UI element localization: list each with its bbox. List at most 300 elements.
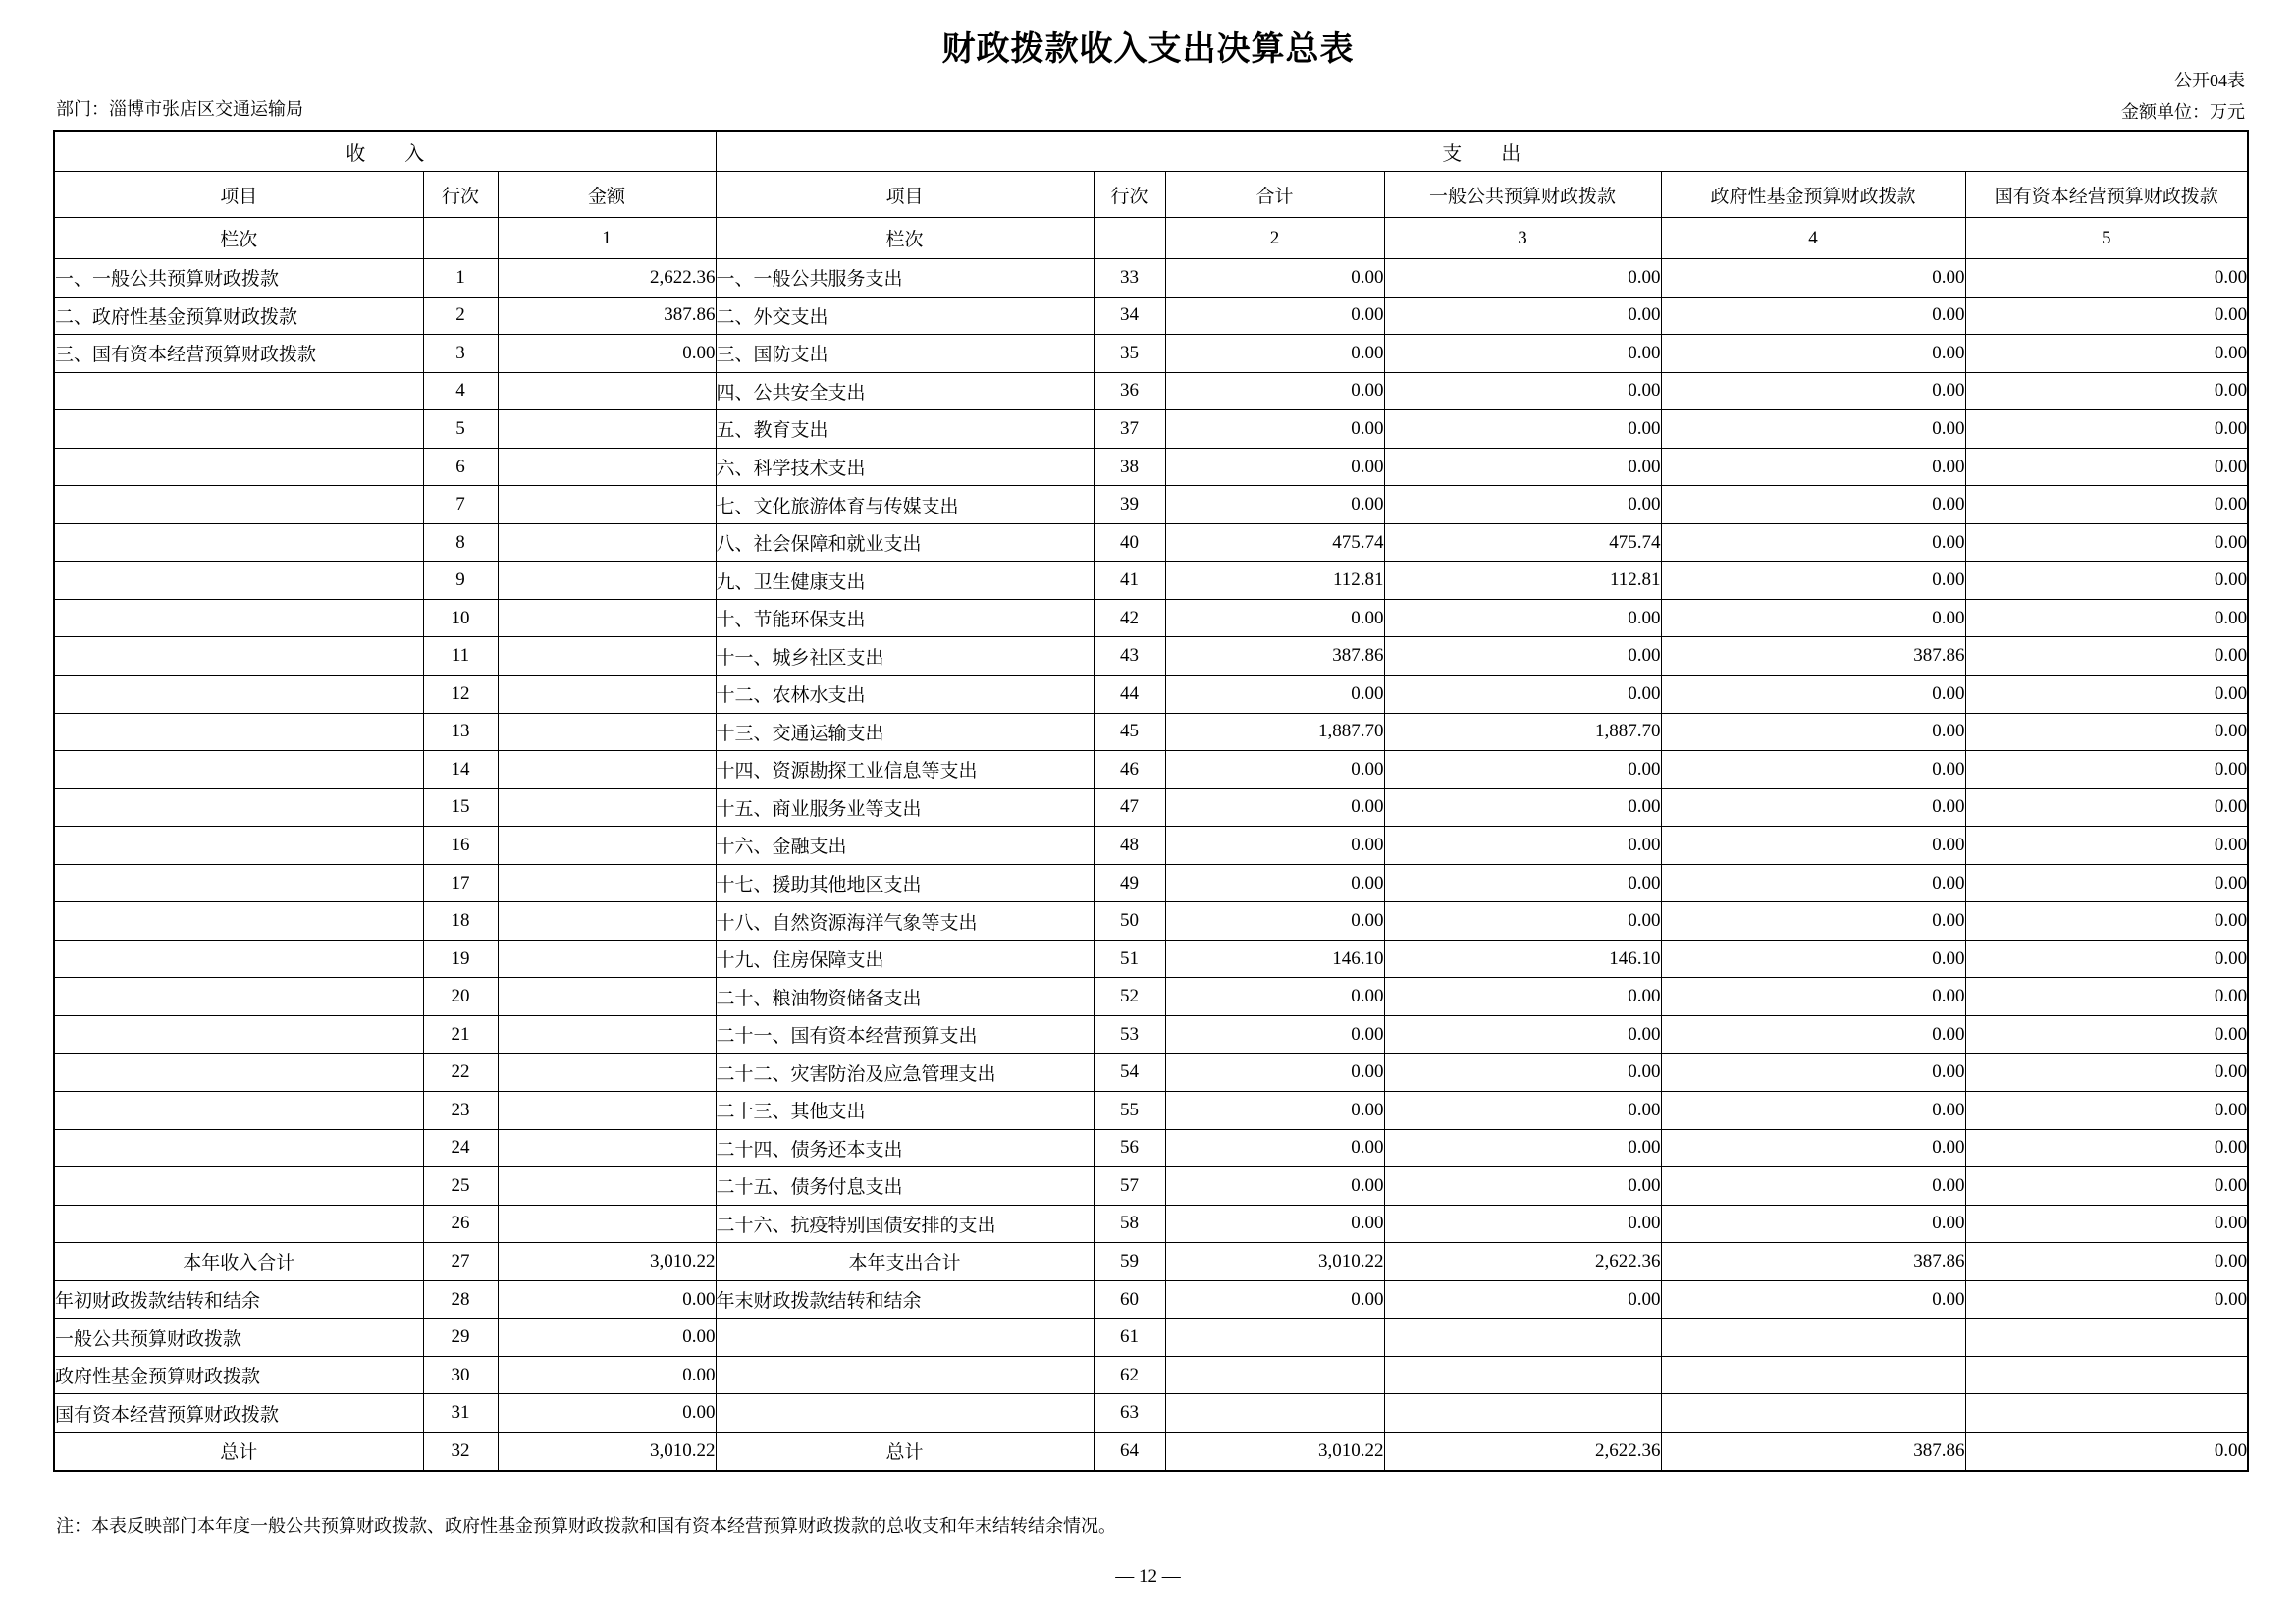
exp-rowno-cell: 53 — [1094, 1015, 1165, 1054]
exp-colnum-4-cell: 4 — [1661, 218, 1965, 259]
rev-item-cell — [54, 827, 423, 865]
exp-col3-cell — [1384, 1394, 1661, 1433]
rev-item-cell: 总计 — [54, 1432, 423, 1470]
exp-total-cell: 3,010.22 — [1165, 1243, 1384, 1281]
exp-col3-cell: 112.81 — [1384, 562, 1661, 600]
exp-total-cell: 0.00 — [1165, 1015, 1384, 1054]
rev-item-cell — [54, 1129, 423, 1167]
rev-rowno-cell: 13 — [423, 713, 498, 751]
rev-item-cell: 一般公共预算财政拨款 — [54, 1319, 423, 1357]
rev-item-cell — [54, 372, 423, 410]
rev-item-cell — [54, 751, 423, 789]
rev-amount-cell — [498, 713, 716, 751]
exp-col5-cell: 0.00 — [1965, 940, 2248, 978]
exp-col4-cell: 0.00 — [1661, 1205, 1965, 1243]
table-row — [54, 827, 2248, 865]
exp-col3-cell — [1384, 1319, 1661, 1357]
rev-amount-cell — [498, 410, 716, 449]
rev-rowno-cell: 32 — [423, 1432, 498, 1470]
exp-total-cell: 112.81 — [1165, 562, 1384, 600]
table-row — [54, 1129, 2248, 1167]
rev-item-cell: 年初财政拨款结转和结余 — [54, 1280, 423, 1319]
rev-item-cell — [54, 978, 423, 1016]
exp-col5-cell: 0.00 — [1965, 1092, 2248, 1130]
expenditure-section-header: 支 出 — [716, 131, 2248, 172]
exp-col5-cell: 0.00 — [1965, 448, 2248, 486]
exp-item-cell: 九、卫生健康支出 — [716, 562, 1094, 600]
exp-item-cell: 三、国防支出 — [716, 335, 1094, 373]
exp-col5-cell: 0.00 — [1965, 1129, 2248, 1167]
rev-amount-cell — [498, 637, 716, 676]
revenue-section-header: 收 入 — [54, 131, 716, 172]
exp-lanci-cell: 栏次 — [716, 218, 1094, 259]
rev-item-cell — [54, 486, 423, 524]
rev-amount-cell: 0.00 — [498, 335, 716, 373]
exp-rowno-cell: 37 — [1094, 410, 1165, 449]
exp-item-cell: 二十一、国有资本经营预算支出 — [716, 1015, 1094, 1054]
table-row — [54, 1092, 2248, 1130]
table-row — [54, 523, 2248, 562]
exp-col3-cell: 146.10 — [1384, 940, 1661, 978]
exp-colnum-3-cell: 3 — [1384, 218, 1661, 259]
exp-total-cell: 0.00 — [1165, 751, 1384, 789]
rev-item-cell — [54, 448, 423, 486]
exp-col5-cell: 0.00 — [1965, 1432, 2248, 1470]
exp-item-cell: 十九、住房保障支出 — [716, 940, 1094, 978]
exp-col5-cell — [1965, 1356, 2248, 1394]
table-row — [54, 259, 2248, 298]
exp-rowno-cell: 46 — [1094, 751, 1165, 789]
rev-amount-cell — [498, 827, 716, 865]
column-header-row — [54, 172, 2248, 218]
rev-rowno-cell: 7 — [423, 486, 498, 524]
exp-col4-cell — [1661, 1394, 1965, 1433]
table-row — [54, 637, 2248, 676]
exp-col5-cell: 0.00 — [1965, 978, 2248, 1016]
exp-item-cell: 十八、自然资源海洋气象等支出 — [716, 902, 1094, 941]
exp-item-cell: 二十二、灾害防治及应急管理支出 — [716, 1054, 1094, 1092]
rev-amount-cell — [498, 523, 716, 562]
exp-col5-cell: 0.00 — [1965, 637, 2248, 676]
exp-total-cell: 1,887.70 — [1165, 713, 1384, 751]
exp-col5-cell: 0.00 — [1965, 1054, 2248, 1092]
table-row — [54, 410, 2248, 449]
rev-item-cell — [54, 788, 423, 827]
rev-amount-cell: 0.00 — [498, 1356, 716, 1394]
exp-item-cell: 二十四、债务还本支出 — [716, 1129, 1094, 1167]
exp-item-cell: 十一、城乡社区支出 — [716, 637, 1094, 676]
exp-item-cell: 十三、交通运输支出 — [716, 713, 1094, 751]
exp-col5-cell: 0.00 — [1965, 523, 2248, 562]
exp-item-cell: 二十三、其他支出 — [716, 1092, 1094, 1130]
exp-col5-cell: 0.00 — [1965, 713, 2248, 751]
rev-rowno-cell: 24 — [423, 1129, 498, 1167]
rev-amount-cell — [498, 448, 716, 486]
rev-rowno-cell: 29 — [423, 1319, 498, 1357]
exp-col5-cell: 0.00 — [1965, 751, 2248, 789]
exp-total-cell — [1165, 1394, 1384, 1433]
table-row — [54, 1319, 2248, 1357]
table-row — [54, 902, 2248, 941]
exp-rowno-cell: 50 — [1094, 902, 1165, 941]
exp-col3-cell: 2,622.36 — [1384, 1432, 1661, 1470]
rev-item-cell — [54, 713, 423, 751]
exp-col3-cell: 0.00 — [1384, 788, 1661, 827]
exp-rowno-cell: 61 — [1094, 1319, 1165, 1357]
table-row — [54, 1356, 2248, 1394]
rev-amount-cell: 387.86 — [498, 297, 716, 335]
exp-rowno-cell: 43 — [1094, 637, 1165, 676]
exp-item-cell: 十四、资源勘探工业信息等支出 — [716, 751, 1094, 789]
exp-col4-cell: 0.00 — [1661, 523, 1965, 562]
exp-item-cell: 八、社会保障和就业支出 — [716, 523, 1094, 562]
rev-amount-cell — [498, 676, 716, 714]
exp-item-cell: 十、节能环保支出 — [716, 599, 1094, 637]
rev-amount-cell — [498, 1167, 716, 1206]
rev-amount-cell — [498, 1092, 716, 1130]
exp-item-cell: 十六、金融支出 — [716, 827, 1094, 865]
exp-col4-cell: 0.00 — [1661, 335, 1965, 373]
table-row — [54, 1394, 2248, 1433]
exp-total-cell: 0.00 — [1165, 410, 1384, 449]
exp-col3-cell: 475.74 — [1384, 523, 1661, 562]
exp-rowno-cell: 62 — [1094, 1356, 1165, 1394]
rev-amount-cell: 3,010.22 — [498, 1243, 716, 1281]
fiscal-table — [53, 130, 2249, 1472]
exp-col3-cell: 0.00 — [1384, 978, 1661, 1016]
exp-col4-cell — [1661, 1319, 1965, 1357]
exp-total-cell: 146.10 — [1165, 940, 1384, 978]
exp-col5-cell — [1965, 1394, 2248, 1433]
exp-rowno-cell: 58 — [1094, 1205, 1165, 1243]
exp-col3-cell: 0.00 — [1384, 1015, 1661, 1054]
exp-col3-cell: 0.00 — [1384, 1167, 1661, 1206]
exp-total-cell: 0.00 — [1165, 1280, 1384, 1319]
rev-rowno-cell: 25 — [423, 1167, 498, 1206]
exp-item-cell: 二十五、债务付息支出 — [716, 1167, 1094, 1206]
exp-col5-cell: 0.00 — [1965, 562, 2248, 600]
exp-total-cell: 0.00 — [1165, 372, 1384, 410]
exp-rowno-cell: 63 — [1094, 1394, 1165, 1433]
exp-col4-cell: 0.00 — [1661, 788, 1965, 827]
exp-col4-cell: 0.00 — [1661, 827, 1965, 865]
rev-rowno-cell: 11 — [423, 637, 498, 676]
exp-col4-cell: 0.00 — [1661, 978, 1965, 1016]
exp-total-cell: 0.00 — [1165, 259, 1384, 298]
exp-item-cell — [716, 1319, 1094, 1357]
table-row — [54, 599, 2248, 637]
rev-item-cell — [54, 523, 423, 562]
page-number: — 12 — — [1115, 1566, 1181, 1587]
exp-rowno-cell: 49 — [1094, 864, 1165, 902]
rev-lanci-cell: 栏次 — [54, 218, 423, 259]
rev-amount-cell — [498, 978, 716, 1016]
exp-col4-cell: 0.00 — [1661, 599, 1965, 637]
rev-amount-cell — [498, 562, 716, 600]
table-row — [54, 788, 2248, 827]
exp-col4-cell: 0.00 — [1661, 751, 1965, 789]
rev-rowno-cell: 6 — [423, 448, 498, 486]
exp-total-cell — [1165, 1319, 1384, 1357]
exp-rowno-cell: 44 — [1094, 676, 1165, 714]
form-tag: 公开04表 — [2174, 71, 2245, 90]
rev-item-cell: 本年收入合计 — [54, 1243, 423, 1281]
exp-col3-cell: 0.00 — [1384, 486, 1661, 524]
exp-colnum-2-cell: 2 — [1165, 218, 1384, 259]
exp-rowno-cell: 52 — [1094, 978, 1165, 1016]
exp-item-cell: 十七、援助其他地区支出 — [716, 864, 1094, 902]
exp-total-cell: 0.00 — [1165, 827, 1384, 865]
table-row — [54, 1280, 2248, 1319]
exp-col4-cell: 0.00 — [1661, 486, 1965, 524]
exp-col5-cell: 0.00 — [1965, 788, 2248, 827]
exp-col4-cell: 0.00 — [1661, 372, 1965, 410]
rev-rowno-cell: 4 — [423, 372, 498, 410]
table-row — [54, 448, 2248, 486]
exp-item-cell: 七、文化旅游体育与传媒支出 — [716, 486, 1094, 524]
table-row — [54, 1432, 2248, 1470]
exp-total-cell: 0.00 — [1165, 599, 1384, 637]
exp-item-cell: 二、外交支出 — [716, 297, 1094, 335]
exp-col5-cell: 0.00 — [1965, 1280, 2248, 1319]
exp-item-cell: 十五、商业服务业等支出 — [716, 788, 1094, 827]
table-row — [54, 713, 2248, 751]
exp-col3-cell: 1,887.70 — [1384, 713, 1661, 751]
exp-col5-cell: 0.00 — [1965, 676, 2248, 714]
rev-item-cell: 二、政府性基金预算财政拨款 — [54, 297, 423, 335]
exp-total-cell: 0.00 — [1165, 902, 1384, 941]
exp-col4-cell: 0.00 — [1661, 448, 1965, 486]
exp-col4-cell: 0.00 — [1661, 562, 1965, 600]
exp-rowno-cell: 59 — [1094, 1243, 1165, 1281]
exp-col4-cell — [1661, 1356, 1965, 1394]
exp-total-cell: 0.00 — [1165, 1054, 1384, 1092]
table-row — [54, 562, 2248, 600]
exp-item-cell: 四、公共安全支出 — [716, 372, 1094, 410]
table-row — [54, 372, 2248, 410]
rev-rowno-cell: 28 — [423, 1280, 498, 1319]
exp-col3-cell: 0.00 — [1384, 902, 1661, 941]
exp-col3-cell: 0.00 — [1384, 1205, 1661, 1243]
table-row — [54, 297, 2248, 335]
rev-item-cell: 一、一般公共预算财政拨款 — [54, 259, 423, 298]
exp-col4-cell: 387.86 — [1661, 1432, 1965, 1470]
exp-total-cell: 0.00 — [1165, 788, 1384, 827]
rev-amount-cell — [498, 788, 716, 827]
exp-item-cell: 二十六、抗疫特别国债安排的支出 — [716, 1205, 1094, 1243]
table-row — [54, 751, 2248, 789]
exp-rowno-cell: 36 — [1094, 372, 1165, 410]
exp-total-cell: 3,010.22 — [1165, 1432, 1384, 1470]
exp-item-cell: 五、教育支出 — [716, 410, 1094, 449]
exp-total-cell: 0.00 — [1165, 297, 1384, 335]
exp-col3-cell: 0.00 — [1384, 676, 1661, 714]
amount-unit-label: 金额单位：万元 — [2121, 102, 2245, 122]
footnote: 注：本表反映部门本年度一般公共预算财政拨款、政府性基金预算财政拨款和国有资本经营预算财政拨款的总收支和年末结转结余情况。 — [56, 1516, 1116, 1536]
exp-rowno-cell: 64 — [1094, 1432, 1165, 1470]
rev-item-cell: 政府性基金预算财政拨款 — [54, 1356, 423, 1394]
rev-rowno-cell: 10 — [423, 599, 498, 637]
exp-item-cell: 二十、粮油物资储备支出 — [716, 978, 1094, 1016]
exp-col3-cell — [1384, 1356, 1661, 1394]
exp-total-cell: 0.00 — [1165, 1129, 1384, 1167]
exp-col3-cell: 0.00 — [1384, 827, 1661, 865]
exp-rowno-cell: 55 — [1094, 1092, 1165, 1130]
exp-col4-cell: 387.86 — [1661, 1243, 1965, 1281]
exp-col3-cell: 0.00 — [1384, 1129, 1661, 1167]
rev-amount-cell: 2,622.36 — [498, 259, 716, 298]
rev-item-cell — [54, 1205, 423, 1243]
exp-total-cell: 0.00 — [1165, 448, 1384, 486]
exp-col5-header: 国有资本经营预算财政拨款 — [1965, 172, 2248, 218]
exp-col5-cell: 0.00 — [1965, 486, 2248, 524]
exp-col4-cell: 0.00 — [1661, 1054, 1965, 1092]
rev-rowno-cell: 30 — [423, 1356, 498, 1394]
rev-amount-cell — [498, 940, 716, 978]
exp-item-cell: 年末财政拨款结转和结余 — [716, 1280, 1094, 1319]
exp-col3-cell: 0.00 — [1384, 372, 1661, 410]
exp-col4-cell: 0.00 — [1661, 297, 1965, 335]
exp-item-cell: 本年支出合计 — [716, 1243, 1094, 1281]
rev-item-cell — [54, 637, 423, 676]
rev-colnum-1-cell: 1 — [498, 218, 716, 259]
exp-col5-cell: 0.00 — [1965, 1243, 2248, 1281]
table-row — [54, 486, 2248, 524]
exp-col4-cell: 0.00 — [1661, 940, 1965, 978]
exp-rowno-cell: 56 — [1094, 1129, 1165, 1167]
exp-col5-cell: 0.00 — [1965, 827, 2248, 865]
rev-amount-cell: 0.00 — [498, 1319, 716, 1357]
exp-item-cell — [716, 1356, 1094, 1394]
rev-item-cell — [54, 1092, 423, 1130]
rev-item-cell — [54, 599, 423, 637]
exp-col4-cell: 0.00 — [1661, 713, 1965, 751]
exp-item-header: 项目 — [716, 172, 1094, 218]
rev-item-cell: 国有资本经营预算财政拨款 — [54, 1394, 423, 1433]
rev-rowno-cell: 23 — [423, 1092, 498, 1130]
rev-rowno-cell: 8 — [423, 523, 498, 562]
exp-col4-cell: 0.00 — [1661, 1092, 1965, 1130]
exp-col3-cell: 0.00 — [1384, 1054, 1661, 1092]
exp-col3-cell: 0.00 — [1384, 751, 1661, 789]
exp-item-cell: 一、一般公共服务支出 — [716, 259, 1094, 298]
table-body — [54, 259, 2248, 1471]
rev-item-cell — [54, 676, 423, 714]
exp-col3-header: 一般公共预算财政拨款 — [1384, 172, 1661, 218]
rev-item-cell — [54, 1054, 423, 1092]
rev-rowno-cell: 1 — [423, 259, 498, 298]
exp-col3-cell: 0.00 — [1384, 410, 1661, 449]
table-row — [54, 1167, 2248, 1206]
exp-rowno-cell: 42 — [1094, 599, 1165, 637]
exp-total-cell: 0.00 — [1165, 1205, 1384, 1243]
rev-rowno-cell: 18 — [423, 902, 498, 941]
exp-col3-cell: 0.00 — [1384, 259, 1661, 298]
exp-rowno-cell: 38 — [1094, 448, 1165, 486]
exp-col3-cell: 0.00 — [1384, 1280, 1661, 1319]
rev-rowno-cell: 17 — [423, 864, 498, 902]
exp-rowno-cell: 51 — [1094, 940, 1165, 978]
exp-rowno-cell: 48 — [1094, 827, 1165, 865]
table-row — [54, 1205, 2248, 1243]
rev-item-cell — [54, 864, 423, 902]
rev-item-cell — [54, 902, 423, 941]
exp-rowno-cell: 35 — [1094, 335, 1165, 373]
department-label: 部门：淄博市张店区交通运输局 — [56, 99, 303, 119]
exp-col3-cell: 2,622.36 — [1384, 1243, 1661, 1281]
table-row — [54, 1243, 2248, 1281]
rev-rowno-cell: 21 — [423, 1015, 498, 1054]
exp-total-cell: 0.00 — [1165, 864, 1384, 902]
exp-col3-cell: 0.00 — [1384, 864, 1661, 902]
exp-col3-cell: 0.00 — [1384, 599, 1661, 637]
rev-rowno-cell: 22 — [423, 1054, 498, 1092]
exp-rowno-cell: 60 — [1094, 1280, 1165, 1319]
exp-rowno-cell: 33 — [1094, 259, 1165, 298]
rev-rowno-header: 行次 — [423, 172, 498, 218]
exp-col5-cell: 0.00 — [1965, 410, 2248, 449]
exp-col5-cell: 0.00 — [1965, 902, 2248, 941]
exp-col4-cell: 387.86 — [1661, 637, 1965, 676]
exp-col5-cell: 0.00 — [1965, 1015, 2248, 1054]
rev-rowno-cell: 12 — [423, 676, 498, 714]
exp-col3-cell: 0.00 — [1384, 1092, 1661, 1130]
exp-item-cell: 十二、农林水支出 — [716, 676, 1094, 714]
rev-item-cell — [54, 562, 423, 600]
rev-rowno-cell: 31 — [423, 1394, 498, 1433]
rev-lanci-blank-cell — [423, 218, 498, 259]
rev-rowno-cell: 15 — [423, 788, 498, 827]
exp-rowno-cell: 54 — [1094, 1054, 1165, 1092]
exp-total-cell: 0.00 — [1165, 486, 1384, 524]
rev-amount-cell: 0.00 — [498, 1394, 716, 1433]
exp-col4-cell: 0.00 — [1661, 1129, 1965, 1167]
exp-col5-cell: 0.00 — [1965, 372, 2248, 410]
exp-col4-header: 政府性基金预算财政拨款 — [1661, 172, 1965, 218]
exp-rowno-header: 行次 — [1094, 172, 1165, 218]
rev-amount-cell — [498, 599, 716, 637]
table-row — [54, 978, 2248, 1016]
section-header-row — [54, 131, 2248, 172]
exp-rowno-cell: 34 — [1094, 297, 1165, 335]
exp-rowno-cell: 47 — [1094, 788, 1165, 827]
exp-total-cell: 387.86 — [1165, 637, 1384, 676]
rev-rowno-cell: 26 — [423, 1205, 498, 1243]
exp-col3-cell: 0.00 — [1384, 335, 1661, 373]
exp-col5-cell: 0.00 — [1965, 864, 2248, 902]
rev-rowno-cell: 3 — [423, 335, 498, 373]
exp-total-cell: 0.00 — [1165, 335, 1384, 373]
exp-item-cell — [716, 1394, 1094, 1433]
exp-col5-cell: 0.00 — [1965, 259, 2248, 298]
exp-col4-cell: 0.00 — [1661, 1015, 1965, 1054]
rev-amount-cell — [498, 1054, 716, 1092]
exp-total-cell: 475.74 — [1165, 523, 1384, 562]
rev-rowno-cell: 20 — [423, 978, 498, 1016]
exp-col3-cell: 0.00 — [1384, 297, 1661, 335]
rev-rowno-cell: 2 — [423, 297, 498, 335]
rev-item-cell — [54, 410, 423, 449]
exp-lanci-blank-cell — [1094, 218, 1165, 259]
exp-col4-cell: 0.00 — [1661, 259, 1965, 298]
exp-col5-cell: 0.00 — [1965, 335, 2248, 373]
exp-total-cell: 0.00 — [1165, 1167, 1384, 1206]
exp-item-cell: 总计 — [716, 1432, 1094, 1470]
table-row — [54, 940, 2248, 978]
exp-total-cell: 0.00 — [1165, 676, 1384, 714]
rev-rowno-cell: 27 — [423, 1243, 498, 1281]
exp-col4-cell: 0.00 — [1661, 410, 1965, 449]
